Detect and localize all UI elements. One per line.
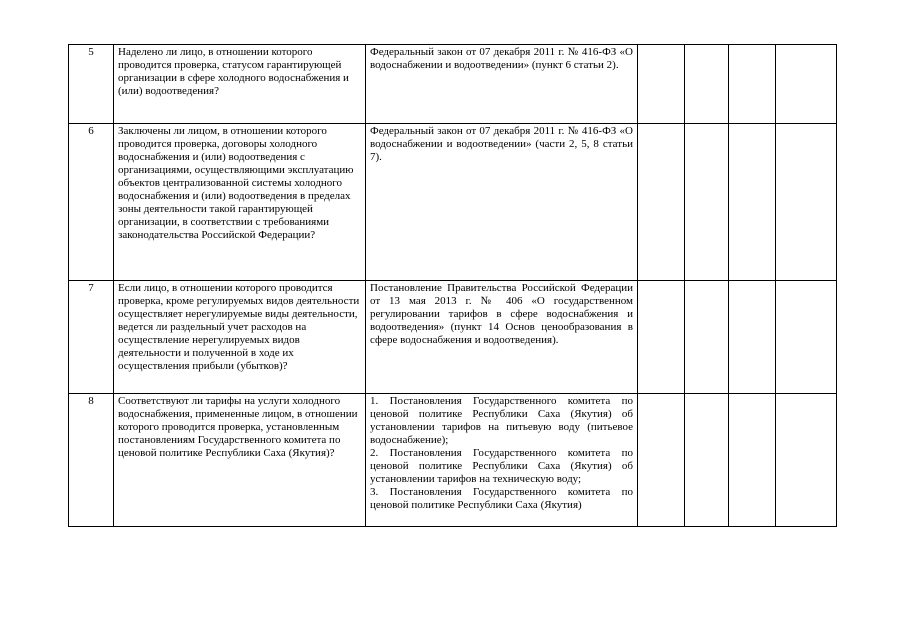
legal-reference-cell (366, 45, 638, 124)
answer-no-cell (685, 45, 729, 124)
row-number: 8 (69, 394, 114, 527)
row-number: 7 (69, 281, 114, 394)
question-cell: Если лицо, в отношении которого проводится проверка, кроме регулируемых видов деятельности осуществляет нерегулируемые виды деятельности, ведется ли раздельный учет расходов на осуществление нерегулируемых видов деятельности и полученной в ходе их осуществления прибыли (убытков)? (114, 281, 366, 394)
question-cell: Заключены ли лицом, в отношении которого проводится проверка, договоры холодного водоснабжения и (или) водоотведения с организациями, осуществляющими эксплуатацию объектов централизованной системы холодного водоснабжения и (или) водоотведения в пределах зоны деятельности такой гарантирующей организации, в соответствии с требованиями законодательства Российской Федерации? (114, 124, 366, 281)
legal-reference-text: Федеральный закон от 07 декабря 2011 г. № 416-ФЗ «О водоснабжении и водоотведении» (пункт 6 статьи 2). (370, 46, 633, 71)
table-row (69, 124, 837, 281)
answer-no-cell (685, 124, 729, 281)
answer-na-cell (729, 45, 776, 124)
notes-cell (776, 281, 837, 394)
notes-cell (776, 394, 837, 527)
row-number: 5 (69, 45, 114, 124)
answer-no-cell (685, 394, 729, 527)
legal-reference-cell (366, 394, 638, 527)
notes-cell (776, 45, 837, 124)
notes-cell (776, 124, 837, 281)
table-row (69, 281, 837, 394)
answer-no-cell (685, 281, 729, 394)
legal-reference-text: Постановление Правительства Российской Федерации от 13 мая 2013 г. № 406 «О государственном регулировании тарифов в сфере водоснабжения и водоотведения» (пункт 14 Основ ценообразования в сфере водоснабжения и водоотведения). (370, 282, 633, 346)
legal-reference-cell (366, 281, 638, 394)
table-row (69, 45, 837, 124)
answer-na-cell (729, 281, 776, 394)
question-cell: Соответствуют ли тарифы на услуги холодного водоснабжения, примененные лицом, в отношении которого проводится проверка, установленным постановлениям Государственного комитета по ценовой политике Республики Саха (Якутия)? (114, 394, 366, 527)
legal-reference-item: 1. Постановления Государственного комитета по ценовой политике Республики Саха (Якутия) об установлении тарифов на питьевую воду (питьевое водоснабжение); (370, 395, 633, 446)
answer-yes-cell (638, 124, 685, 281)
answer-yes-cell (638, 394, 685, 527)
legal-reference-item: 3. Постановления Государственного комитета по ценовой политике Республики Саха (Якутия) (370, 486, 633, 511)
answer-yes-cell (638, 281, 685, 394)
legal-reference-cell (366, 124, 638, 281)
answer-yes-cell (638, 45, 685, 124)
table-row (69, 394, 837, 527)
row-number: 6 (69, 124, 114, 281)
answer-na-cell (729, 394, 776, 527)
question-cell: Наделено ли лицо, в отношении которого проводится проверка, статусом гарантирующей организации в сфере холодного водоснабжения и (или) водоотведения? (114, 45, 366, 124)
checklist-table (68, 44, 837, 527)
answer-na-cell (729, 124, 776, 281)
legal-reference-text: Федеральный закон от 07 декабря 2011 г. № 416-ФЗ «О водоснабжении и водоотведении» (части 2, 5, 8 статьи 7). (370, 125, 633, 163)
legal-reference-item: 2. Постановления Государственного комитета по ценовой политике Республики Саха (Якутия) об установлении тарифов на техническую воду; (370, 447, 633, 485)
